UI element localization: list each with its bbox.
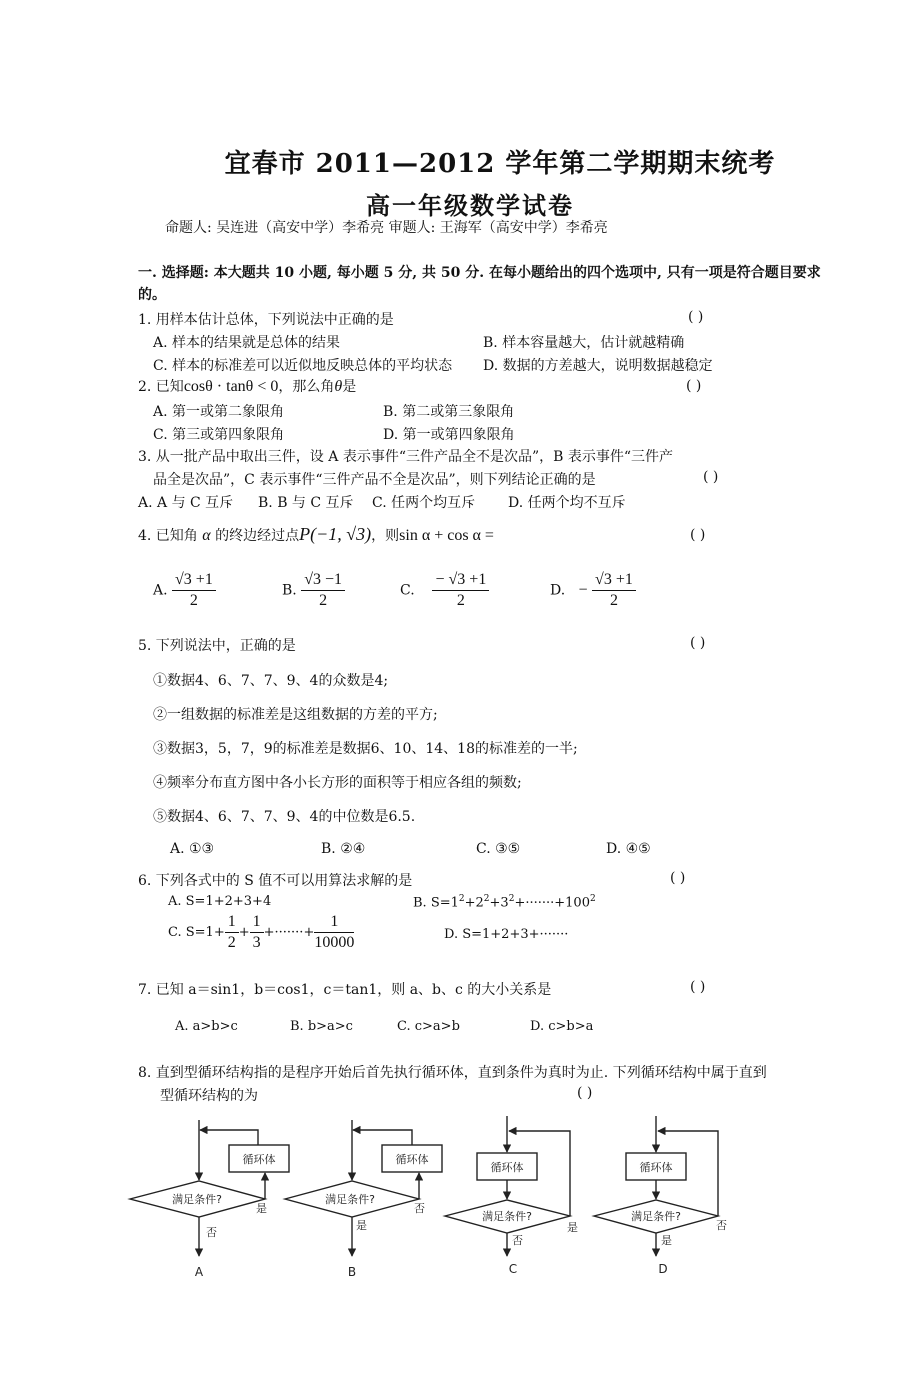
flowchart-c-label: C: [508, 1262, 518, 1276]
flowchart-b: [285, 1120, 442, 1256]
denominator: 2: [609, 592, 618, 609]
question-7-option-d: D. c>b>a: [530, 1019, 594, 1034]
question-1-answer-paren: ( ): [688, 309, 704, 325]
question-5-statement-2: ②一组数据的标准差是这组数据的方差的平方;: [153, 707, 438, 723]
question-5-option-b: B. ②④: [321, 841, 366, 857]
exponent: 2: [483, 894, 490, 904]
question-6-option-a: A. S=1+2+3+4: [168, 894, 272, 909]
flowchart-a-box-label: 循环体: [242, 1153, 276, 1166]
question-2-stem-suffix: ，那么角: [278, 379, 335, 395]
flowchart-d-box-label: 循环体: [639, 1161, 673, 1174]
question-7-option-b: B. b>a>c: [290, 1019, 353, 1034]
numerator: √3 −1: [301, 570, 345, 591]
denominator: 2: [456, 592, 465, 609]
question-7-answer-paren: ( ): [690, 979, 706, 995]
question-3-stem-line2: 品全是次品”，C 表示事件“三件产品不全是次品”，则下列结论正确的是: [153, 472, 596, 488]
flowchart-c-condition: 满足条件?: [482, 1210, 532, 1223]
question-4-stem-mid: 的终边经过点: [215, 528, 300, 544]
ellipsis: +·······+: [263, 925, 315, 940]
minus-sign: −: [578, 581, 588, 599]
question-4-answer-paren: ( ): [690, 527, 706, 543]
flowchart-b-label: B: [347, 1265, 357, 1279]
flowchart-d-condition: 满足条件?: [631, 1210, 681, 1223]
question-4-stem-then: ，则: [371, 528, 400, 544]
flowchart-c-box-label: 循环体: [490, 1161, 524, 1174]
question-5-statement-5: ⑤数据4、6、7、7、9、4的中位数是6.5.: [153, 809, 416, 825]
question-4-point: P(−1, √3): [299, 524, 372, 544]
question-3-option-c: C. 任两个均互斥: [372, 495, 476, 511]
question-6-answer-paren: ( ): [670, 870, 686, 886]
question-7-option-c: C. c>a>b: [397, 1019, 460, 1034]
exponent: 2: [508, 894, 515, 904]
question-5-option-c: C. ③⑤: [476, 841, 521, 857]
flowchart-a-loop-branch: 是: [256, 1202, 267, 1215]
flowchart-d-exit-branch: 是: [661, 1234, 672, 1247]
authors-line: 命题人: 吴连进（高安中学）李希亮 审题人: 王海军（高安中学）李希亮: [165, 220, 608, 236]
question-6-option-c: C. S=1+ $\frac{1}{2}$ + $\frac{1}{3}$ +·······+ $\frac{1}{10000}$: [168, 913, 355, 951]
question-2-option-d: D. 第一或第四象限角: [383, 427, 515, 443]
question-7-stem: 7. 已知 a＝sin1，b＝cos1，c＝tan1，则 a、b、c 的大小关系是: [138, 982, 552, 998]
return-arrow: [353, 1130, 412, 1145]
question-7-option-a: A. a>b>c: [175, 1019, 238, 1034]
numerator: √3 +1: [172, 570, 216, 591]
flowchart-c: [445, 1116, 570, 1256]
option-label: B.: [282, 582, 297, 599]
question-5-statement-1: ①数据4、6、7、7、9、4的众数是4;: [153, 673, 389, 689]
denominator: 10000: [314, 934, 355, 951]
question-4-stem-prefix: 4. 已知角: [138, 528, 198, 544]
question-2-option-c: C. 第三或第四象限角: [153, 427, 285, 443]
flowchart-b-exit-branch: 是: [356, 1219, 367, 1232]
exam-title: 宜春市 2011—2012 学年第二学期期末统考: [224, 149, 776, 179]
question-1-stem: 1. 用样本估计总体，下列说法中正确的是: [138, 312, 394, 328]
exponent: 2: [589, 894, 596, 904]
flowchart-d: [594, 1116, 718, 1256]
exam-subtitle: 高一年级数学试卷: [366, 191, 574, 220]
question-5-answer-paren: ( ): [690, 635, 706, 651]
numerator: 1: [250, 912, 264, 933]
question-8-stem-line1: 8. 直到型循环结构指的是程序开始后首先执行循环体，直到条件为真时为止. 下列循环结构中属于直到: [138, 1065, 767, 1081]
flowchart-b-condition: 满足条件?: [325, 1193, 375, 1206]
question-8-stem-line2: 型循环结构的为: [160, 1088, 258, 1104]
denominator: 2: [319, 592, 328, 609]
question-5-statement-3: ③数据3，5，7，9的标准差是数据6、10、14、18的标准差的一半;: [153, 741, 578, 757]
flowchart-a-condition: 满足条件?: [172, 1193, 222, 1206]
term: +3: [489, 895, 509, 911]
return-arrow: [200, 1130, 258, 1145]
question-2-option-b: B. 第二或第三象限角: [383, 404, 515, 420]
question-2-stem-prefix: 2. 已知: [138, 379, 184, 395]
term: +2: [464, 895, 484, 911]
option-label: D.: [550, 582, 566, 599]
question-5-stem: 5. 下列说法中，正确的是: [138, 638, 296, 654]
numerator: 1: [225, 912, 239, 933]
question-1-option-a: A. 样本的结果就是总体的结果: [153, 335, 341, 351]
question-2-variable: θ: [334, 378, 343, 395]
question-4-expression: sin α + cos α =: [399, 527, 494, 544]
question-4-variable: α: [202, 527, 211, 544]
numerator: 1: [314, 912, 354, 933]
flowchart-b-loop-branch: 否: [414, 1202, 425, 1215]
denominator: 2: [227, 934, 236, 951]
question-2-answer-paren: ( ): [686, 378, 702, 394]
question-2-option-a: A. 第一或第二象限角: [153, 404, 285, 420]
question-5-option-d: D. ④⑤: [606, 841, 651, 857]
flowchart-c-loop-branch: 是: [567, 1221, 578, 1234]
option-label: A.: [153, 582, 168, 599]
exponent: 2: [458, 894, 465, 904]
flowchart-b-box-label: 循环体: [395, 1153, 429, 1166]
question-3-option-a: A. A 与 C 互斥: [138, 495, 234, 511]
denominator: 3: [252, 934, 261, 951]
question-3-answer-paren: ( ): [703, 469, 719, 485]
flowchart-c-exit-branch: 否: [512, 1234, 523, 1247]
section-heading: 一. 选择题: 本大题共 10 小题, 每小题 5 分, 共 50 分. 在每小题给出的四个选项中, 只有一项是符合题目要求的。: [138, 265, 821, 303]
option-b-prefix: B. S=1: [413, 895, 459, 911]
question-1-option-b: B. 样本容量越大，估计就越精确: [483, 335, 685, 351]
question-3-option-d: D. 任两个均不互斥: [508, 495, 626, 511]
question-8-answer-paren: ( ): [577, 1085, 593, 1101]
question-5-statement-4: ④频率分布直方图中各小长方形的面积等于相应各组的频数;: [153, 775, 522, 791]
denominator: 2: [189, 592, 198, 609]
question-3-stem-line1: 3. 从一批产品中取出三件，设 A 表示事件“三件产品全不是次品”，B 表示事件“三件产: [138, 449, 674, 465]
flowchart-d-label: D: [658, 1262, 668, 1276]
flowchart-a-label: A: [194, 1265, 204, 1279]
question-6-stem: 6. 下列各式中的 S 值不可以用算法求解的是: [138, 873, 413, 889]
question-2-stem-end: 是: [342, 379, 357, 395]
flowchart-a-exit-branch: 否: [206, 1226, 217, 1239]
question-1-option-c: C. 样本的标准差可以近似地反映总体的平均状态: [153, 358, 453, 374]
question-5-option-a: A. ①③: [170, 841, 215, 857]
numerator: − √3 +1: [432, 570, 489, 591]
option-label: C.: [400, 582, 415, 599]
flowchart-d-loop-branch: 否: [716, 1219, 727, 1232]
term: +·······+100: [514, 895, 590, 911]
option-c-prefix: C. S=1+: [168, 925, 225, 940]
question-1-option-d: D. 数据的方差越大，说明数据越稳定: [483, 358, 713, 374]
question-3-option-b: B. B 与 C 互斥: [258, 495, 354, 511]
question-6-option-d: D. S=1+2+3+·······: [444, 927, 569, 942]
question-2-condition: cosθ · tanθ < 0: [183, 378, 279, 395]
numerator: √3 +1: [592, 570, 636, 591]
